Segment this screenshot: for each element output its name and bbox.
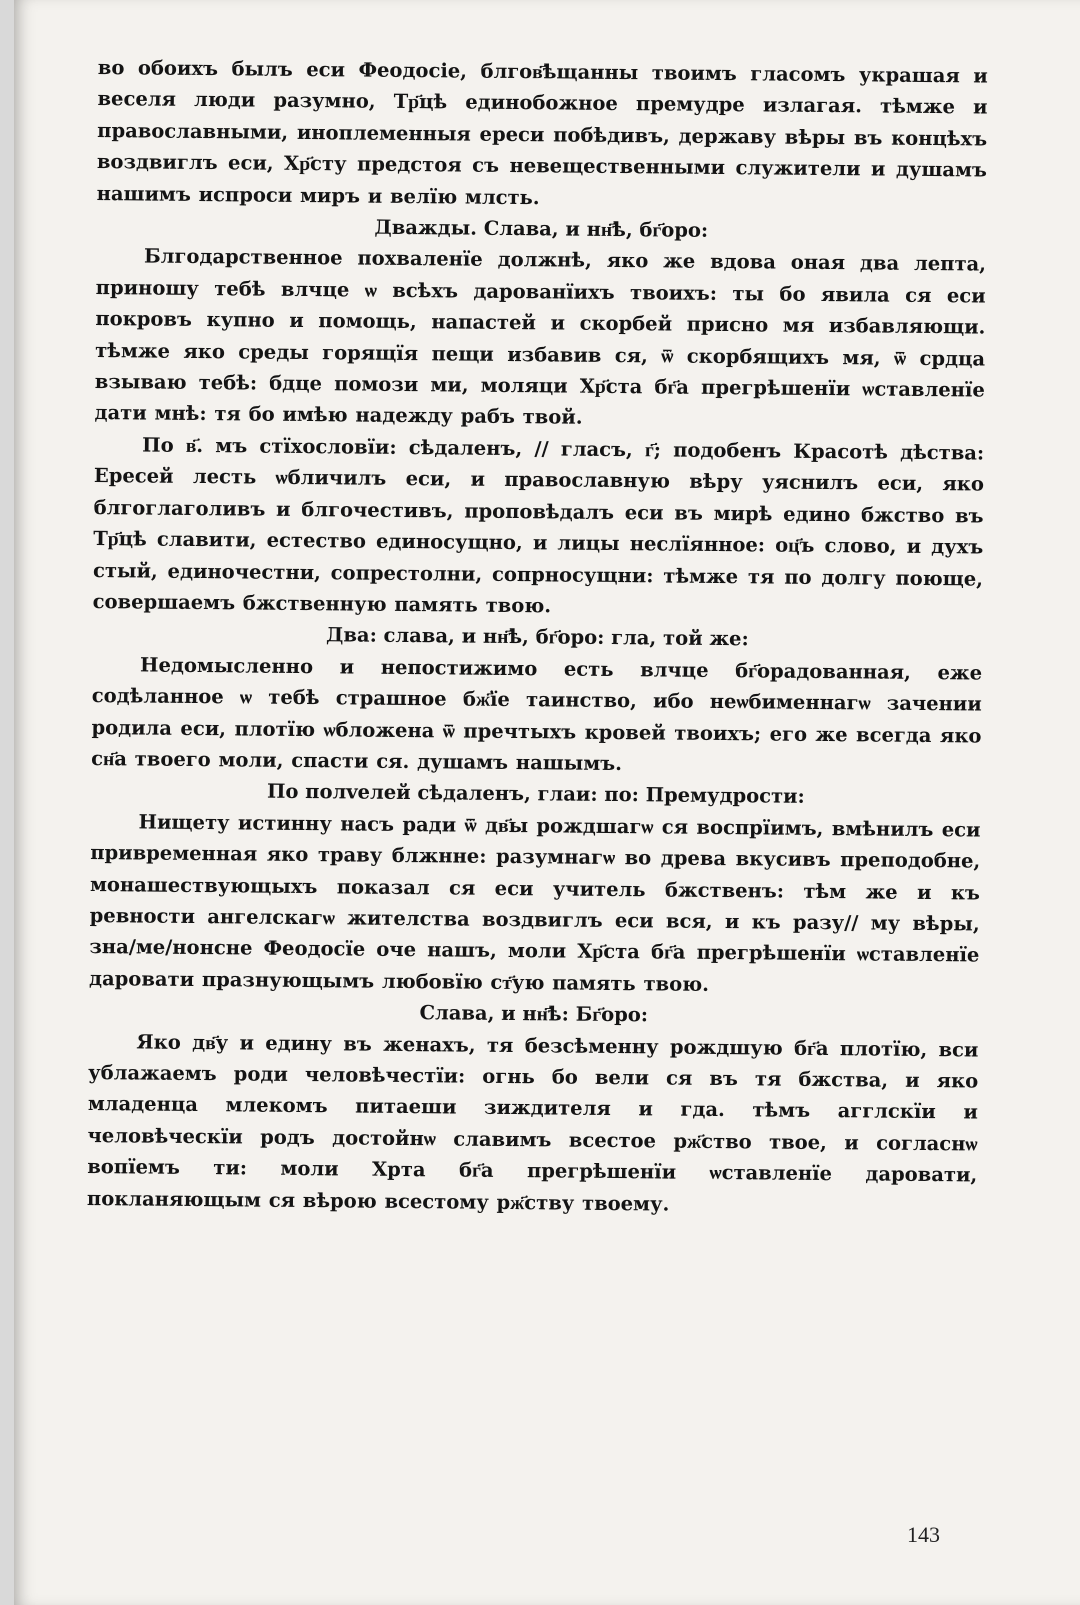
paragraph-1: во обоихъ былъ еси Феодосіе, блгов҃ѣщанны твоимъ гласомъ украшая и веселя люди разумно, Тр҃цѣ единобожное премудре излагая. тѣмже и православными, иноплеменныя ереси побѣдивъ, державу вѣры въ концѣхъ воздвиглъ еси, Хр҃сту предстоя съ невещественными служители и душамъ нашимъ испроси миръ и велїю млсть.: [96, 55, 988, 209]
heading-slava: Слава, и нн҃ѣ: Бг҃оро:: [419, 1001, 649, 1027]
paragraph-4: Недомысленно и непостижимо есть влчце бг҃орадованная, еже содѣланное ѡ тебѣ страшное бж҃їе таинство, ибо неѡбименнагѡ зачении родила еси, плотїю ѡбложена ѿ пречтыхъ кровей твоихъ; его же всегда яко сн҃а твоего моли, спасти ся. душамъ нашымъ.: [91, 653, 983, 775]
paragraph-5: Нищету истинну насъ ради ѿ дв҃ы рождшагѡ ся воспрїимъ, вмѣнилъ еси привременная яко траву блжнне: разумнагѡ во древа вкусивъ преподобне, монашествующыхъ показал ся еси учитель бжственъ: тѣм же и къ ревности ангелскагѡ жителства воздвиглъ еси вся, и къ разу// му вѣры, зна/ме/нонсне Феодосїе оче нашъ, моли Хр҃ста бг҃а прегрѣшенїи ѡставленїе даровати празнующымъ любовїю ст҃ую память твою.: [88, 810, 981, 996]
heading-polieley: По полvелей сѣдаленъ, глаи: по: Премудрости:: [266, 780, 805, 809]
heading-dvazhdy: Дважды. Слава, и нн҃ѣ, бг҃оро:: [374, 215, 709, 242]
book-page: [14, 0, 1080, 1605]
paragraph-2: Блгодарственное похваленїе должнѣ, яко же вдова оная два лепта, приношу тебѣ влчце ѡ всѣхъ дарованїихъ твоихъ: ты бо явила ся еси покровъ купно и помощь, напастей и скорбей присно мя избавляющи. тѣмже яко среды горящїя пещи избавив ся, ѿ скорбящихъ мя, ѿ срдца взываю тебѣ: бдце помози ми, моляци Хр҃ста бг҃а прегрѣшенїи ѡставленїе дати мнѣ: тя бо имѣю надежду рабъ твой.: [94, 244, 987, 430]
heading-dva: Два: слава, и нн҃ѣ, бг҃оро: гла, той же:: [325, 623, 749, 651]
paragraph-3: По в҃. мъ стїхословїи: сѣдаленъ, // гласъ, г҃; подобенъ Красотѣ дѣства: Ересей лесть ѡбличилъ еси, и православную вѣру уяснилъ еси, яко блгоглаголивъ и блгочестивъ, проповѣдалъ еси въ мирѣ едино бжство въ Тр҃цѣ славити, естество единосущно, и лицы неслїянное: оц҃ъ слово, и духъ стый, единочестни, сопрестолни, сопрносущни: тѣмже тя по долгу поюще, совершаемъ бжственную память твою.: [92, 433, 985, 618]
page-number: 143: [907, 1522, 940, 1547]
text-block: [87, 52, 988, 1223]
paragraph-6: Яко дв҃у и едину въ женахъ, тя безсѣменну рождшую бг҃а плотїю, вси ублажаемъ роди человѣчестїи: огнь бо вели ся въ тя бжства, и яко младенца млекомъ питаеши зиждителя и гда. тѣмъ агглскїи и человѣческїи родъ достойнѡ славимъ всестое рж҃ство твое, и согласнѡ вопїемъ ти: моли Хрта бг҃а прегрѣшенїи ѡставленїе даровати, покланяющым ся вѣрою всестому рж҃ству твоему.: [86, 1030, 979, 1216]
